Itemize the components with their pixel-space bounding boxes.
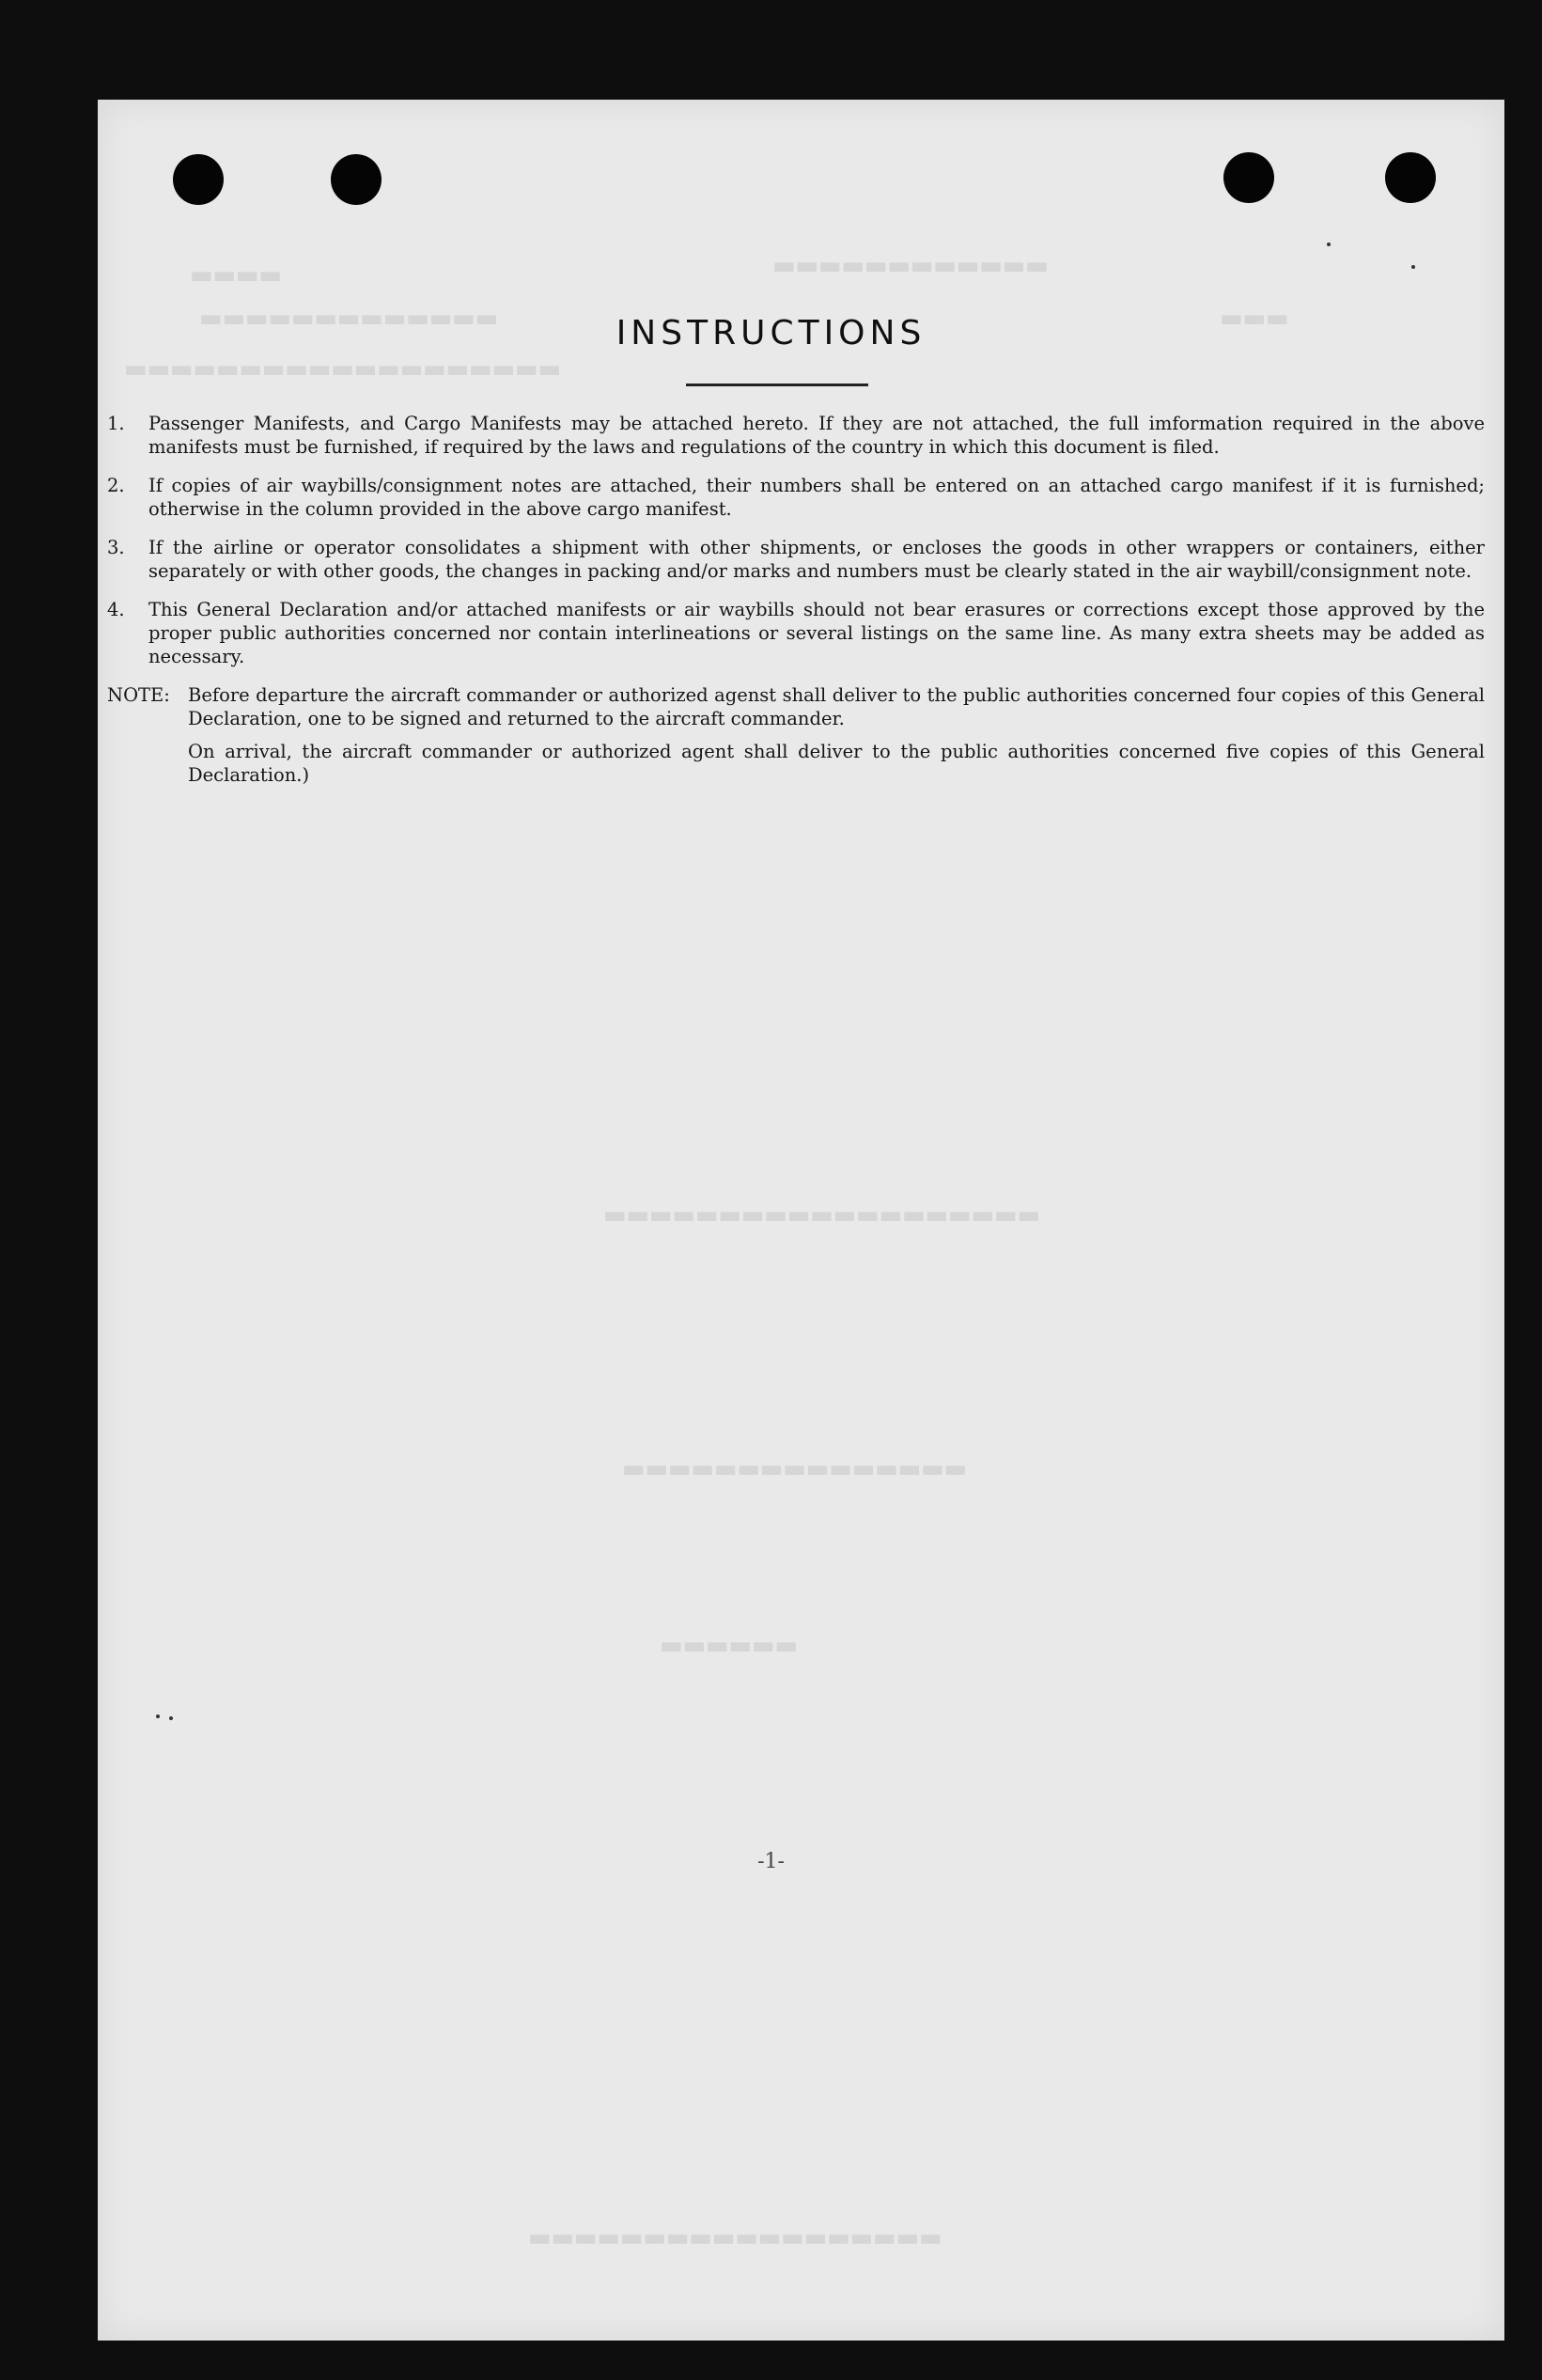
instruction-item	[107, 598, 1485, 668]
instruction-number: 3.	[107, 537, 125, 558]
instructions-title: INSTRUCTIONS	[615, 314, 927, 352]
note-paragraph: Before departure the aircraft commander or authorized agenst shall deliver to the public authorities concerned four copies of this General Declaration, one to be signed and returned to the aircraft commander.	[188, 684, 1485, 729]
note-label: NOTE:	[107, 684, 170, 706]
speck	[1411, 265, 1415, 269]
bleed-through-mark: ▬▬▬▬▬▬▬▬▬▬▬▬▬▬▬▬▬▬▬	[122, 350, 559, 387]
instruction-item	[107, 412, 1485, 459]
instruction-item	[107, 474, 1485, 521]
bleed-through-mark: ▬▬▬▬▬▬▬▬▬▬▬▬▬▬▬	[620, 1449, 966, 1487]
instruction-text: Passenger Manifests, and Cargo Manifests may be attached hereto. If they are not attached, the full imformation required in the above manifests must be furnished, if required by the laws and regulations of the country in which this document is filed.	[148, 413, 1485, 458]
bleed-through-mark: ▬▬▬▬▬▬▬▬▬▬▬▬▬▬▬▬▬▬▬	[601, 1196, 1038, 1233]
speck	[1327, 243, 1331, 246]
punch-hole-left-2	[331, 154, 382, 205]
instruction-number: 1.	[107, 413, 125, 434]
bleed-through-mark: ▬▬▬▬▬▬▬▬▬▬▬▬	[771, 246, 1047, 284]
bleed-through-mark: ▬▬▬▬▬▬	[658, 1626, 796, 1664]
title-underline	[686, 384, 868, 386]
instruction-number: 2.	[107, 475, 125, 496]
instruction-text: This General Declaration and/or attached manifests or air waybills should not bear erasures or corrections except those approved by the proper public authorities concerned nor contain interlineations or several listings on the same line. As many extra sheets may be added as necessary.	[148, 599, 1485, 667]
speck	[169, 1716, 173, 1720]
punch-hole-right-1	[1223, 152, 1274, 203]
bleed-through-mark: ▬▬▬	[1218, 299, 1287, 337]
note-paragraph: On arrival, the aircraft commander or authorized agent shall deliver to the public authorities concerned five copies of this General Declaration.)	[188, 741, 1485, 786]
punch-hole-left-1	[173, 154, 224, 205]
speck	[156, 1715, 160, 1718]
punch-hole-right-2	[1385, 152, 1436, 203]
note-block	[107, 683, 1485, 796]
bleed-through-mark: ▬▬▬▬	[188, 256, 280, 293]
bleed-through-mark: ▬▬▬▬▬▬▬▬▬▬▬▬▬▬▬▬▬▬	[526, 2218, 941, 2256]
instruction-item	[107, 536, 1485, 583]
instruction-text: If the airline or operator consolidates a shipment with other shipments, or encloses the goods in other wrappers or containers, either separately or with other goods, the changes in packing and/or marks and numbers must be clearly stated in the air waybill/consignment note.	[148, 537, 1485, 582]
note-body	[188, 683, 1485, 796]
instruction-number: 4.	[107, 599, 125, 620]
instructions-list	[107, 412, 1485, 796]
instruction-text: If copies of air waybills/consignment notes are attached, their numbers shall be entered on an attached cargo manifest if it is furnished; otherwise in the column provided in the above cargo manifest.	[148, 475, 1485, 520]
bleed-through-mark: ▬▬▬▬▬▬▬▬▬▬▬▬▬	[197, 299, 497, 337]
page-number: -1-	[757, 1850, 785, 1873]
